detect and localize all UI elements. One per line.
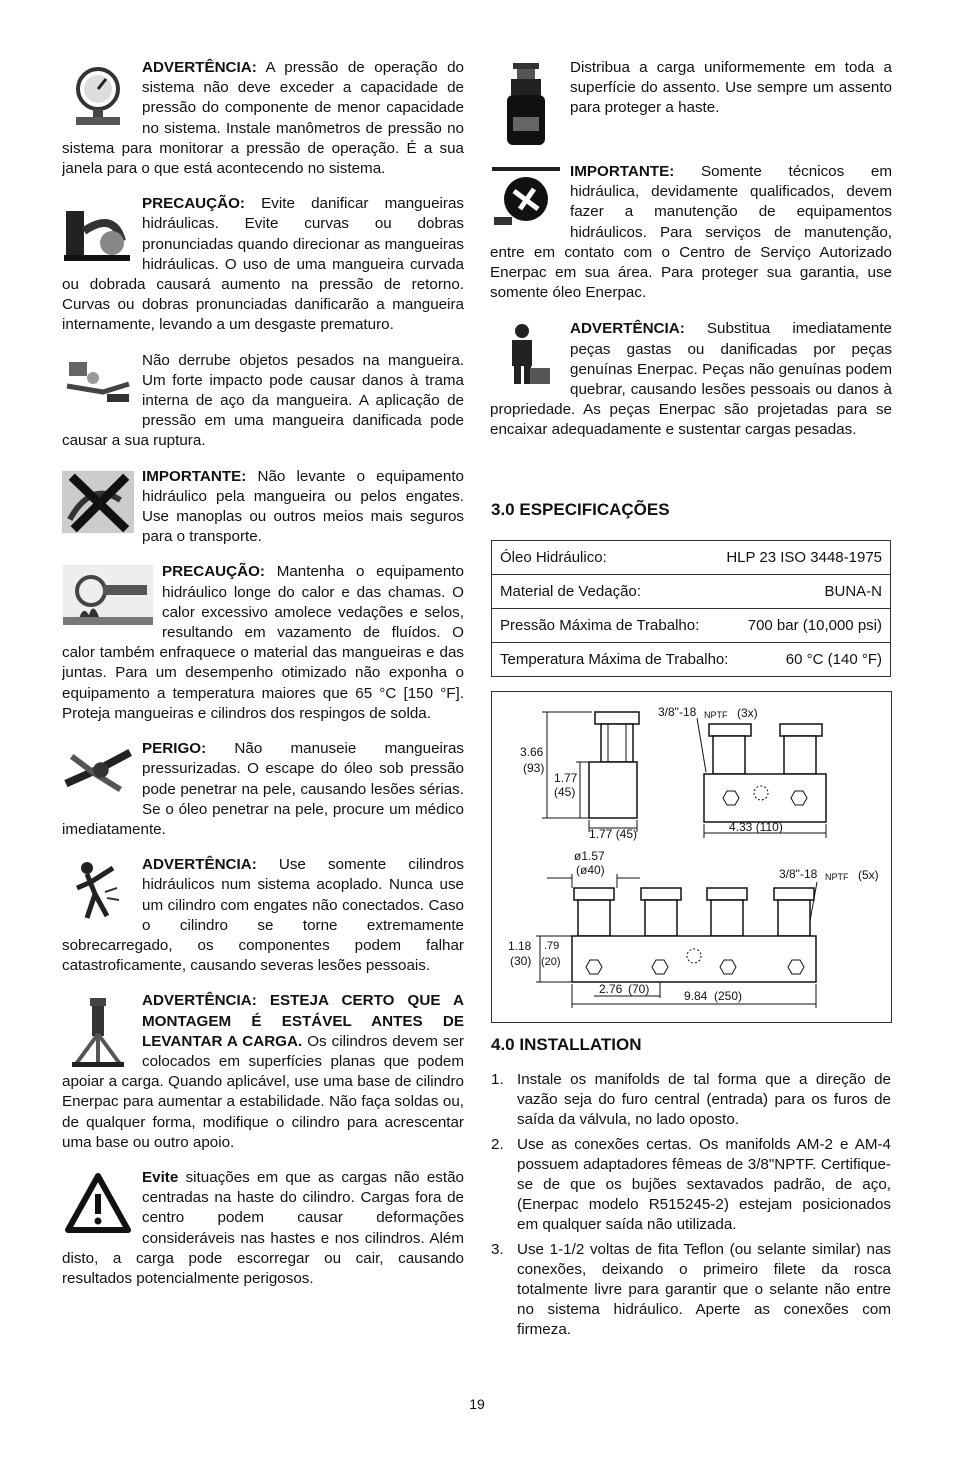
spec-label: Pressão Máxima de Trabalho: [500, 617, 700, 634]
warning-block-replace-parts [490, 319, 892, 440]
dim-pitch-mm: (70) [628, 982, 650, 996]
saddle-load-icon [490, 60, 562, 148]
left-column [62, 58, 464, 1289]
falling-object-icon [62, 353, 134, 411]
danger-block-pressurized-hose [62, 739, 464, 840]
dim-height-total: 3.66 [520, 745, 544, 759]
warning-block-coupled-system [62, 855, 464, 976]
spec-value: 700 bar (10,000 psi) [747, 617, 882, 634]
warning-text: A pressão de operação do sistema não deve exceder a capacidade de pressão do componente de menor capacidade no sistema. Instale manômetros de pressão no sistema para monitorar a pressão de operação. É a sua janela para o que está acontecendo no sistema. [62, 59, 464, 178]
warning-block-pressure [62, 58, 464, 179]
installation-step [491, 1070, 891, 1131]
warning-text: Substitua imediatamente peças gastas ou danificadas por peças genuínas Enerpac. Peças não genuínas podem quebrar, causando lesões pessoais ou danos à propriedade. As peças Enerpac são projetadas para se encaixar adequadamente e sustentar cargas pesadas. [490, 320, 892, 439]
caution-block-heat [62, 562, 464, 724]
notice-block-saddle [490, 58, 892, 150]
specs-row [492, 575, 891, 609]
no-lift-by-hose-icon [62, 469, 134, 535]
specs-row [492, 541, 891, 575]
step-number: 3. [491, 1240, 504, 1258]
spec-value: BUNA-N [824, 583, 882, 600]
thread-label-top: 3/8"-18 [658, 705, 697, 719]
specs-heading: 3.0 ESPECIFICAÇÕES [491, 500, 670, 519]
unstable-load-icon [62, 993, 134, 1069]
important-label: IMPORTANTE: [142, 467, 247, 485]
spec-value: HLP 23 ISO 3448-1975 [726, 549, 882, 566]
hose-bend-icon [62, 196, 134, 268]
step-text: Use 1-1/2 voltas de fita Teflon (ou selante similar) nas conexões, deixando o primeiro filete da rosca totalmente livre para garantir que o selante não entre no sistema hidráulico. Aperte as conexões com firmeza. [517, 1240, 891, 1339]
step-text: Instale os manifolds de tal forma que a direção de vazão seja do furo central (entrada) para os furos de saída da válvula, no lado oposto. [517, 1071, 891, 1129]
spec-label: Temperatura Máxima de Trabalho: [500, 651, 729, 668]
injured-person-icon [62, 857, 134, 923]
falling-object-text: Não derrube objetos pesados na mangueira. Um forte impacto pode causar danos à trama interna de aço da mangueira. A aplicação de pressão em uma mangueira danificada pode causar a sua ruptura. [62, 351, 464, 450]
step-text: Use as conexões certas. Os manifolds AM-2 e AM-4 possuem adaptadores fêmeas de 3/8"NPTF. Certifique-se de que os bujões sextavados padrão, de aço, (Enerpac modelo R515245-2) estejam posicionados em qualquer saída não utilizada. [517, 1135, 891, 1234]
caution-label: PRECAUÇÃO: [162, 563, 265, 581]
installation-heading: 4.0 INSTALLATION [491, 1035, 642, 1054]
installation-step [491, 1240, 891, 1341]
avoid-label: Evite [142, 1168, 179, 1186]
important-block-lift [62, 467, 464, 548]
installation-step [491, 1135, 891, 1236]
notice-block-falling-object [62, 351, 464, 452]
caution-text: Evite danificar mangueiras hidráulicas. Evite curvas ou dobras pronunciadas quando direcionar as mangueiras hidráulicas. O uso de uma mangueira curvada ou dobrada causará aumento na pressão de retorno. Curvas ou dobras pronunciadas danificarão a mangueira internamente, levando a um desgaste prematuro. [62, 195, 464, 334]
dim-height-block-mm: (45) [554, 785, 576, 799]
heat-flame-icon [62, 564, 154, 626]
page-number: 19 [469, 1396, 485, 1412]
count-3x-label: (3x) [737, 706, 758, 720]
important-text: Somente técnicos em hidráulica, devidamente qualificados, devem fazer a manutenção de equipamentos hidráulicos. Para serviços de manutenção, entre em contato com o Centro de Serviço Autorizado Enerpac em sua área. Para proteger sua garantia, use somente óleo Enerpac. [490, 163, 892, 302]
dim-offset: .79 [544, 940, 560, 952]
warning-block-stable-mount [62, 991, 464, 1153]
avoid-block-off-center [62, 1168, 464, 1289]
pressurized-hose-hand-icon [62, 741, 134, 799]
warning-label: ADVERTÊNCIA: ESTEJA CERTO QUE A MONTAGEM É ESTÁVEL ANTES DE LEVANTAR A CARGA. [142, 992, 464, 1050]
dim-port-dia-mm: (ø40) [576, 863, 605, 877]
avoid-text: situações em que as cargas não estão centradas na haste do cilindro. Cargas fora de centro podem causar deformações consideráveis nas hastes e nos cilindros. Além disto, a carga pode escorregar ou cair, causando resultados potencialmente perigosos. [62, 1168, 464, 1287]
dim-height-am4: 1.18 [508, 939, 532, 953]
manifold-dimension-drawing [491, 691, 892, 1023]
dim-length-am4: 9.84 [684, 989, 708, 1003]
specs-row [492, 643, 891, 677]
danger-label: PERIGO: [142, 740, 207, 758]
nptf-label: NPTF [825, 872, 849, 882]
dim-length-am4-mm: (250) [714, 989, 743, 1003]
installation-steps [491, 1070, 891, 1345]
dim-offset-mm: (20) [541, 956, 561, 968]
spec-label: Óleo Hidráulico: [500, 549, 607, 566]
dim-width-am2: 4.33 (110) [729, 820, 783, 834]
warning-label: ADVERTÊNCIA: [142, 59, 257, 76]
important-label: IMPORTANTE: [570, 163, 675, 180]
technician-wrench-icon [490, 164, 562, 228]
important-text: Não levante o equipamento hidráulico pela mangueira ou pelos engates. Use manoplas ou outros meios mais seguros para o transporte. [142, 467, 464, 546]
caution-text: Mantenha o equipamento hidráulico longe do calor e das chamas. O calor excessivo amolece vedações e selos, resultando em vazamento de fluídos. O calor também enfraquece o material das mangueiras e das juntas. Para um desempenho otimizado não exponha o equipamento a temperatura maiores que 65 °C [150 °F]. Proteja mangueiras e cilindros dos respingos de solda. [62, 563, 464, 722]
step-number: 1. [491, 1071, 504, 1088]
caution-block-hose-bend [62, 194, 464, 335]
spec-value: 60 °C (140 °F) [785, 651, 882, 668]
pressure-gauge-icon [62, 60, 134, 132]
right-column [490, 58, 892, 441]
specs-table [491, 540, 891, 677]
specs-row [492, 609, 891, 643]
danger-text: Não manuseie mangueiras pressurizadas. O escape do óleo sob pressão pode penetrar na pele, causando lesões sérias. Se o óleo penetrar na pele, procure um médico imediatamente. [62, 740, 464, 838]
dim-height-block: 1.77 [554, 771, 578, 785]
warning-label: ADVERTÊNCIA: [142, 856, 257, 874]
nptf-label: NPTF [704, 710, 728, 720]
dim-port-dia: ø1.57 [574, 849, 605, 863]
dim-width-small: 1.77 (45) [589, 827, 638, 841]
step-number: 2. [491, 1135, 504, 1153]
thread-label-right: 3/8"-18 [779, 867, 818, 881]
warning-triangle-icon [62, 1170, 134, 1236]
warning-text: Os cilindros devem ser colocados em superfícies planas que podem apoiar a carga. Quando aplicável, use uma base de cilindro Enerpac para aumentar a estabilidade. Não faça soldas ou, de qualquer forma, modifique o cilindro para acrescentar uma base ou outro apoio. [62, 1032, 464, 1151]
caution-label: PRECAUÇÃO: [142, 195, 245, 213]
warning-label: ADVERTÊNCIA: [570, 320, 685, 338]
spec-label: Material de Vedação: [500, 583, 641, 600]
dim-pitch: 2.76 [599, 982, 623, 996]
dim-height-total-mm: (93) [523, 761, 545, 775]
warning-text: Use somente cilindros hidráulicos num sistema acoplado. Nunca use um cilindro com engates não conectados. Caso o cilindro se torne extremamente sobrecarregado, os componentes podem falhar catastroficamente, causando severas lesões pessoais. [62, 856, 464, 975]
replace-parts-person-icon [490, 321, 562, 387]
count-5x-label: (5x) [858, 868, 879, 882]
dim-height-am4-mm: (30) [510, 954, 532, 968]
important-block-technicians [490, 162, 892, 303]
saddle-text: Distribua a carga uniformemente em toda a superfície do assento. Use sempre um assento para proteger a haste. [570, 59, 892, 117]
